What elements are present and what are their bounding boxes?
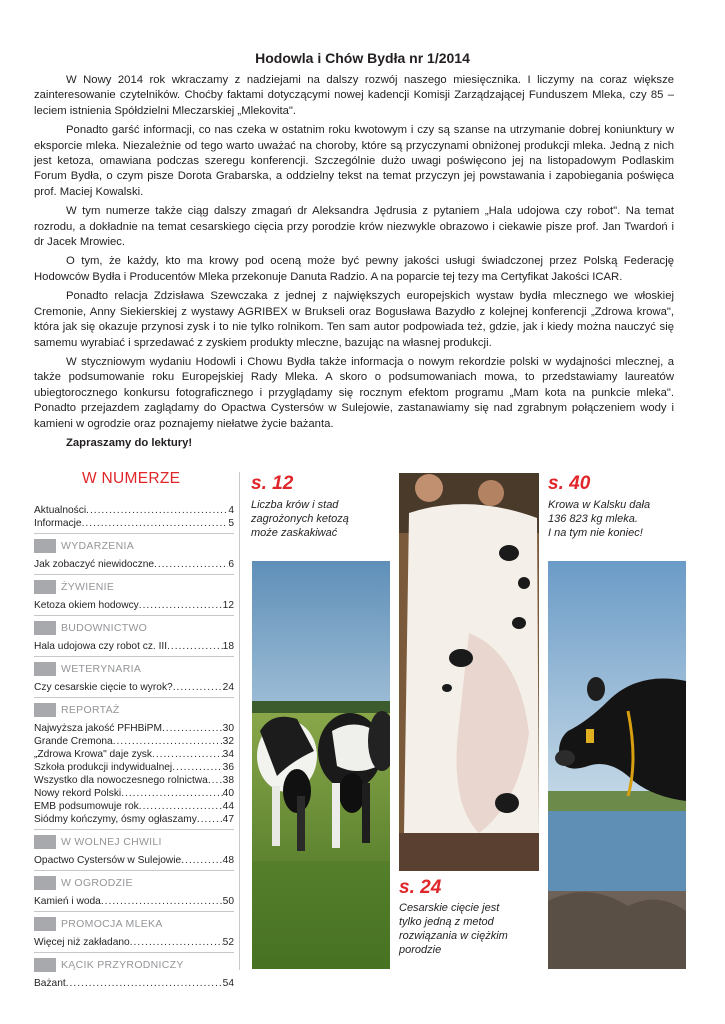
toc-leader-dots [121,787,222,800]
feature-40-caption [548,498,650,540]
toc-divider [34,829,234,830]
toc-leader-dots [162,722,223,735]
toc-title: W NUMERZE [82,470,181,487]
toc-leader-dots [172,761,222,774]
feature-24-caption [399,901,508,957]
section-marker-box [34,835,56,849]
cow-caesarean-photo [399,473,539,871]
column-divider [239,472,240,970]
toc-leader-dots [197,813,223,826]
toc-entry-title: Wszystko dla nowoczesnego rolnictwa [34,775,208,786]
toc-leader-dots [154,558,228,571]
toc-entry [34,761,234,774]
toc-entry [34,599,234,612]
toc-leader-dots [66,977,223,990]
toc-divider [34,870,234,871]
toc-entry-title: Najwyższa jakość PFHBiPM [34,723,162,734]
toc-section-name: BUDOWNICTWO [61,622,148,634]
toc-section-name: PROMOCJA MLEKA [61,918,163,930]
toc-entry [34,800,234,813]
toc-entry-page: 52 [222,937,234,948]
toc-entry-page: 48 [222,855,234,866]
toc-section-header [34,703,234,717]
toc-entry-page: 34 [222,749,234,760]
table-of-contents [34,470,234,990]
section-marker-box [34,876,56,890]
toc-leader-dots [82,517,229,530]
toc-section-header [34,662,234,676]
toc-entry [34,681,234,694]
intro-paragraph: W styczniowym wydaniu Hodowli i Chowu Bydła także informacja o nowym rekordzie polski w wydajności mlecznej, a także podsumowanie roku Europejskiej Rady Mleka. A skoro o podsumowaniach mowa, to przedstawiamy laureatów ubiegtorocznego konkursu fotograficznego i przyglądamy się rocznym efektom programu „Mam kota na punkcie mleka". Ponadto przejazdem zaglądamy do Opactwa Cystersów w Sulejowie, zastanawiamy się nad zgrabnym połączeniem wody i kamieni w ogrodzie oraz poznajemy niełatwe życie bażanta. [34,355,674,430]
toc-entry-page: 50 [222,896,234,907]
toc-leader-dots [86,504,228,517]
caption-line: tylko jedną z metod [399,916,494,928]
toc-leader-dots [101,895,223,908]
toc-entry-page: 40 [222,788,234,799]
toc-section-name: KĄCIK PRZYRODNICZY [61,959,184,971]
toc-entry [34,735,234,748]
toc-entry-page: 4 [228,505,234,516]
toc-entry-page: 47 [222,814,234,825]
intro-paragraph: Ponadto garść informacji, co nas czeka w ostatnim roku kwotowym i czy są szanse na utrzymanie dobrej koniunktury w eksporcie mleka. Niezależnie od tego warto uważać na choroby, które są przyczynami obniżonej produkcji mleka. Jedną z nich jest ketoza, omawiana podczas szeregu konferencji. Szczególnie dużo uwagi poświęcono jej na listopadowym Podlaskim Forum Bydła, o czym pisze Dorota Grabarska, a oddzielny tekst na temat przyczyn jej powstawania i zapobiegania poświęca prof. Maciej Kowalski. [34,124,674,198]
black-cow-photo [548,561,686,969]
toc-divider [34,911,234,912]
toc-leader-dots [181,854,222,867]
toc-divider [34,533,234,534]
toc-entry-title: Nowy rekord Polski [34,788,122,799]
toc-divider [34,615,234,616]
feature-12-caption [251,498,349,540]
toc-entry [34,748,234,761]
toc-entry [34,722,234,735]
toc-entry-title: EMB podsumowuje rok [34,801,139,812]
toc-leader-dots [113,735,223,748]
intro-text [34,73,674,455]
toc-entry [34,640,234,653]
toc-entry-title: Siódmy kończymy, ósmy ogłaszamy [34,814,197,825]
toc-section-header [34,580,234,594]
toc-section-name: REPORTAŻ [61,704,120,716]
toc-leader-dots [152,748,223,761]
toc-section-name: W OGRODZIE [61,877,133,889]
toc-leader-dots [139,800,223,813]
toc-leader-dots [208,774,223,787]
toc-leader-dots [130,936,223,949]
intro-paragraph: O tym, że każdy, kto ma krowy pod oceną może być pewny jakości usługi świadczonej przez Polską Federację Hodowców Bydła i Producentów Mleka przekonuje Danuta Radzio. A na poparcie tej tezy ma Certyfikat Jakości ICAR. [34,255,674,283]
toc-entry-page: 30 [222,723,234,734]
toc-entry [34,517,234,530]
feature-24-page: s. 24 [399,877,442,898]
toc-entry-page: 38 [222,775,234,786]
section-marker-box [34,621,56,635]
intro-paragraph: W tym numerze także ciąg dalszy zmagań dr Aleksandra Jędrusia z pytaniem „Hala udojowa czy robot". Na temat rozrodu, a dokładnie na temat cesarskiego cięcia przy porodzie krów niezwykle obrazowo i ciekawie pisze prof. Jan Twardoń i dr Jacek Mrowiec. [34,205,674,249]
toc-divider [34,656,234,657]
toc-entry-page: 54 [222,978,234,989]
toc-entry [34,813,234,826]
caption-line: 136 823 kg mleka. [548,513,638,525]
toc-entry-title: Więcej niż zakładano [34,937,130,948]
toc-entry-page: 36 [222,762,234,773]
caption-line: I na tym nie koniec! [548,527,643,539]
toc-divider [34,952,234,953]
toc-entry-title: Czy cesarskie cięcie to wyrok? [34,682,173,693]
toc-entry [34,895,234,908]
toc-entry-title: Hala udojowa czy robot cz. III [34,641,168,652]
toc-entry-page: 32 [222,736,234,747]
toc-entry [34,854,234,867]
toc-entry-title: Kamień i woda [34,896,101,907]
caption-line: zagrożonych ketozą [251,513,349,525]
caption-line: porodzie [399,944,442,956]
caption-line: może zaskakiwać [251,527,338,539]
toc-section-header [34,539,234,553]
toc-entry-title: Jak zobaczyć niewidoczne [34,559,155,570]
toc-entry-page: 12 [222,600,234,611]
section-marker-box [34,958,56,972]
feature-40-page: s. 40 [548,473,591,494]
toc-entry-title: Bażant [34,978,66,989]
toc-divider [34,574,234,575]
toc-entry [34,774,234,787]
toc-body [34,504,234,990]
section-marker-box [34,703,56,717]
toc-entry-page: 18 [222,641,234,652]
toc-leader-dots [173,681,223,694]
toc-section-name: WETERYNARIA [61,663,142,675]
toc-entry-title: Ketoza okiem hodowcy [34,600,139,611]
intro-paragraph: W Nowy 2014 rok wkraczamy z nadziejami na dalszy rozwój naszego miesięcznika. I liczymy na coraz większe zainteresowanie czytelników. Choćby faktami dotyczącymi nowej kadencji Komisji Zarządzającej Funduszem Mleka, czy 85 –leciem istnienia Spółdzielni Mleczarskiej „Mlekovita". [34,74,674,117]
toc-section-header [34,876,234,890]
toc-entry-title: Aktualności [34,505,87,516]
caption-line: Liczba krów i stad [251,499,339,511]
toc-entry-page: 24 [222,682,234,693]
toc-section-header [34,958,234,972]
toc-entry [34,504,234,517]
toc-entry-title: „Zdrowa Krowa" daje zysk [34,749,152,760]
toc-section-name: ŻYWIENIE [61,581,115,593]
toc-entry [34,558,234,571]
toc-entry-page: 5 [228,518,234,529]
section-marker-box [34,917,56,931]
page-header: Hodowla i Chów Bydła nr 1/2014 [255,50,470,66]
toc-entry-page: 44 [222,801,234,812]
section-marker-box [34,662,56,676]
caption-line: rozwiązania w ciężkim [399,930,508,942]
caption-line: Cesarskie cięcie jest [399,902,500,914]
toc-entry-title: Szkoła produkcji indywidualnej [34,762,173,773]
toc-section-header [34,835,234,849]
toc-section-name: W WOLNEJ CHWILI [61,836,162,848]
toc-leader-dots [139,599,223,612]
toc-section-header [34,621,234,635]
toc-entry-title: Grande Cremona [34,736,113,747]
feature-12-page: s. 12 [251,473,294,494]
toc-section-name: WYDARZENIA [61,540,135,552]
toc-section-header [34,917,234,931]
cows-herd-photo [252,561,390,969]
toc-entry [34,977,234,990]
section-marker-box [34,539,56,553]
toc-entry-page: 6 [228,559,234,570]
toc-leader-dots [167,640,223,653]
toc-entry-title: Opactwo Cystersów w Sulejowie [34,855,182,866]
intro-closing: Zapraszamy do lektury! [66,436,193,449]
toc-entry [34,787,234,800]
toc-entry [34,936,234,949]
caption-line: Krowa w Kalsku dała [548,499,651,511]
intro-paragraph: Ponadto relacja Zdzisława Szewczaka z jednej z największych europejskich wystaw bydła mlecznego we włoskiej Cremonie, Anny Siekierskiej z wystawy AGRIBEX w Brukseli oraz Bogusława Bazydło z kolejnej konferencji „Zdrowa krowa", która jak się okazuje przynosi zysk i to nie tylko rolnikom. Ten sam autor podpowiada też, gdzie, jak i kiedy można nauczyć się samemu wyrabiać i sprzedawać z zyskiem produkty mleczne, bazując na własnej produkcji. [34,290,674,349]
toc-entry-title: Informacje [34,518,82,529]
section-marker-box [34,580,56,594]
toc-divider [34,697,234,698]
